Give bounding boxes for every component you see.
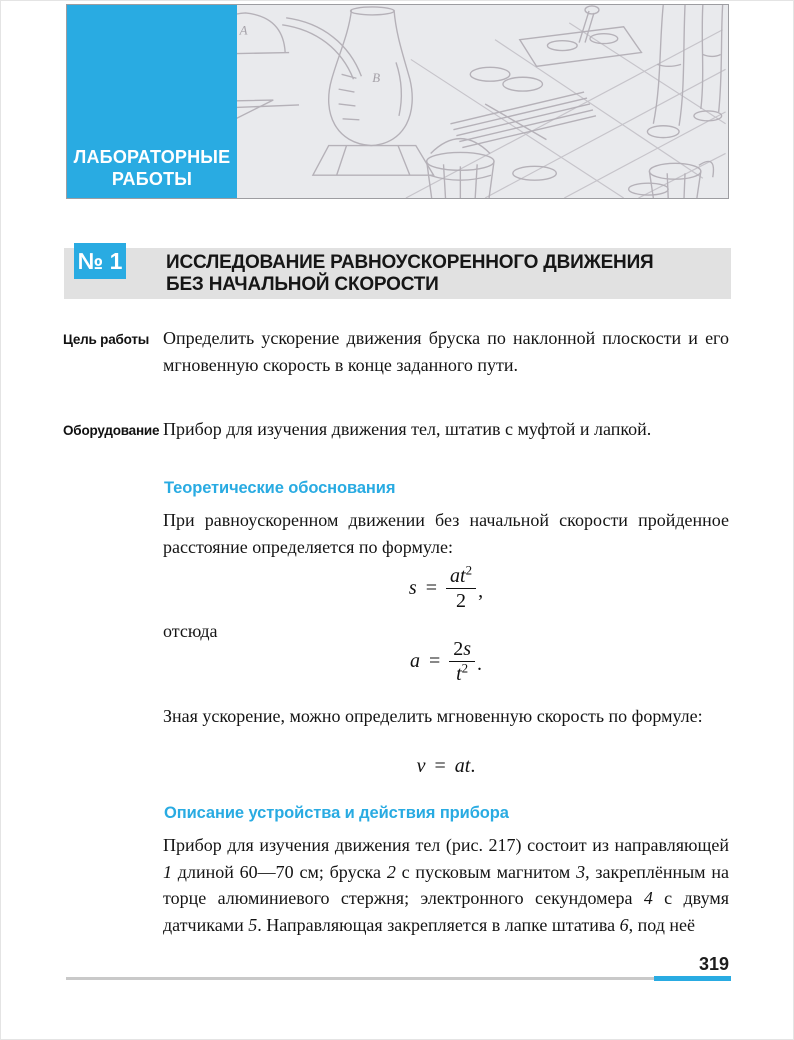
formula-velocity-lhs: v [416,755,426,777]
formula-acceleration-lhs: a [409,650,420,672]
formula-distance-lhs: s [408,577,417,599]
formula-velocity [163,755,729,778]
equipment-text: Прибор для изучения движения тел, штатив с муфтой и лапкой. [163,419,652,439]
formula-distance [163,562,729,612]
lab-number-badge [74,243,126,279]
goal-label: Цель работы [63,332,150,347]
formula-acceleration-exponent: 2 [461,660,469,676]
lab-title-line2: БЕЗ НАЧАЛЬНОЙ СКОРОСТИ [166,273,439,295]
formula-velocity-rhs: at [454,755,471,777]
formula-velocity-equals: = [434,755,446,777]
lab-title [166,252,726,295]
formula-acceleration-denominator-var: t [456,663,462,685]
formula-distance-numerator: at [450,565,466,587]
formula-acceleration-coefficient: 2 [453,638,464,660]
formula-distance-exponent: 2 [465,562,473,578]
theory-paragraph-1: При равноускоренном движении без начальной скорости пройденное расстояние определяется по формуле: [163,510,729,557]
formula-distance-comma: , [478,580,484,602]
footer-rule-blue [654,976,731,981]
engraving-label-b: B [372,71,381,86]
theory-paragraph-2: Зная ускорение, можно определить мгновенную скорость по формуле: [163,706,703,726]
equipment-label: Оборудование [63,423,160,438]
footer-rule-gray [66,977,654,980]
chapter-banner [67,5,237,198]
theory-connector: отсюда [163,621,218,641]
theory-heading: Теоретические обоснования [164,479,396,497]
chapter-banner-line2: РАБОТЫ [111,169,193,189]
formula-distance-fraction [446,562,476,612]
formula-distance-equals: = [425,577,437,599]
formula-acceleration-numerator-var: s [463,638,472,660]
page-number: 319 [698,954,729,974]
header-engraving-block [66,4,729,199]
device-heading: Описание устройства и действия прибора [164,804,509,822]
formula-acceleration-period: . [477,653,483,675]
formula-acceleration-equals: = [428,650,441,672]
chapter-banner-line1: ЛАБОРАТОРНЫЕ [73,147,231,167]
goal-text: Определить ускорение движения бруска по наклонной плоскости и его мгновенную скорость в конце заданного пути. [163,328,729,375]
device-paragraph: Прибор для изучения движения тел (рис. 217) состоит из направляющей 1 длиной 60—70 см; бруска 2 с пусковым магнитом 3, закреплённым на торце алюминиевого стержня; электронного секундомера 4 с двумя датчиками 5. Направляющая закрепляется в лапке штатива 6, под неё [163,835,730,935]
lab-number: № 1 [77,247,123,274]
engraving-label-a: A [239,23,248,38]
formula-velocity-period: . [470,755,476,777]
formula-acceleration [163,639,729,684]
formula-acceleration-fraction [449,639,475,684]
formula-distance-denominator: 2 [456,590,467,612]
lab-title-line1: ИССЛЕДОВАНИЕ РАВНОУСКОРЕННОГО ДВИЖЕНИЯ [166,252,654,273]
